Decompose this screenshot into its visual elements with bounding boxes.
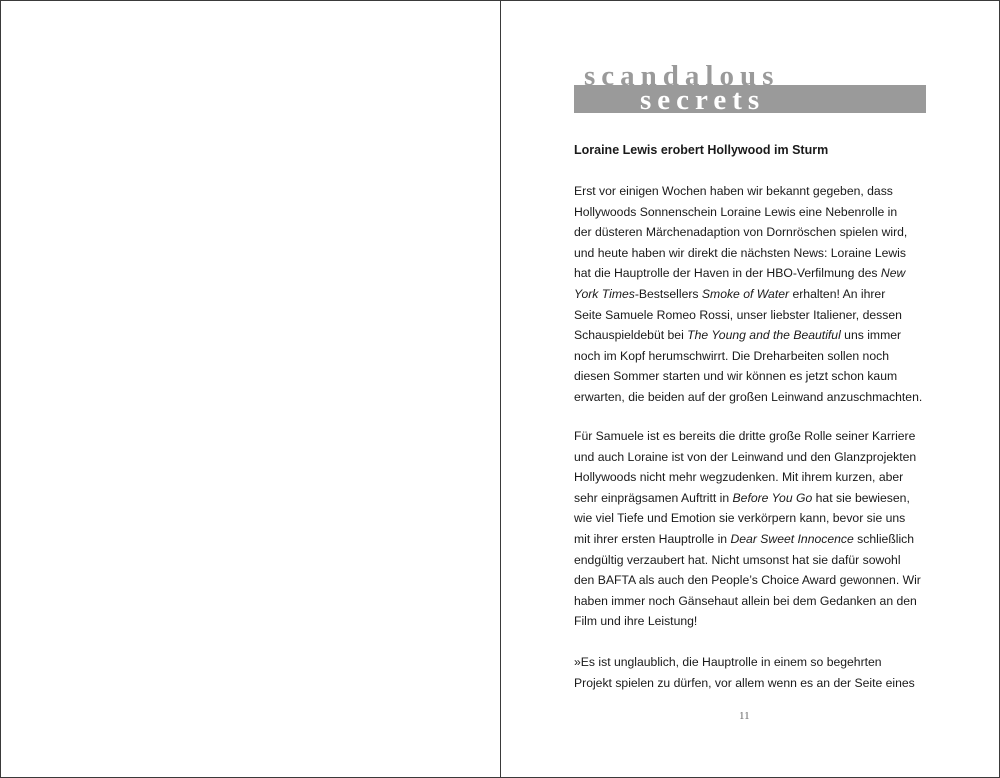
text-line: »Es ist unglaublich, die Hauptrolle in einem so begehrten <box>574 655 882 669</box>
italic-title: The Young and the Beautiful <box>687 328 841 343</box>
text-line <box>574 263 934 284</box>
page-number: 11 <box>739 710 750 722</box>
text-segment: sehr einprägsamen Auftritt in <box>574 490 733 505</box>
italic-title: Smoke of Water <box>701 286 790 301</box>
logo-word-scandalous: scandalous <box>584 60 780 92</box>
text-line: der düsteren Märchenadaption von Dornröschen spielen wird, <box>574 225 908 240</box>
text-line: endgültig verzaubert hat. Nicht umsonst hat sie dafür sowohl <box>574 552 901 567</box>
text-line: Erst vor einigen Wochen haben wir bekannt gegeben, dass <box>574 184 893 198</box>
text-segment: -Bestsellers <box>634 286 702 301</box>
text-line <box>574 284 934 305</box>
paragraph-3 <box>574 652 934 693</box>
text-line: Für Samuele ist es bereits die dritte große Rolle seiner Karriere <box>574 429 916 443</box>
text-line: Hollywoods Sonnenschein Loraine Lewis eine Nebenrolle in <box>574 204 898 219</box>
italic-title: Dear Sweet Innocence <box>730 531 854 546</box>
logo-word-secrets: secrets <box>640 84 766 116</box>
text-line: diesen Sommer starten und wir können es jetzt schon kaum <box>574 369 898 384</box>
text-line: Projekt spielen zu dürfen, vor allem wenn es an der Seite eines <box>574 675 915 690</box>
text-line: haben immer noch Gänsehaut allein bei dem Gedanken an den <box>574 593 917 608</box>
text-segment: uns immer <box>840 328 902 343</box>
text-line: wie viel Tiefe und Emotion sie verkörpern kann, bevor sie uns <box>574 511 906 526</box>
text-line: und heute haben wir direkt die nächsten News: Loraine Lewis <box>574 245 906 260</box>
right-page <box>501 1 998 777</box>
article-headline: Loraine Lewis erobert Hollywood im Sturm <box>574 143 829 157</box>
text-segment: erhalten! An ihrer <box>789 286 886 301</box>
text-segment: schließlich <box>853 531 915 546</box>
text-line: Hollywoods nicht mehr wegzudenken. Mit ihrem kurzen, aber <box>574 470 904 485</box>
text-line: Seite Samuele Romeo Rossi, unser liebster Italiener, dessen <box>574 307 902 322</box>
italic-title: New <box>880 266 906 281</box>
italic-title: Before You Go <box>732 490 813 505</box>
text-line: Film und ihre Leistung! <box>574 614 698 629</box>
text-line: und auch Loraine ist von der Leinwand und den Glanzprojekten <box>574 449 917 464</box>
paragraph-1 <box>574 181 934 408</box>
text-line: den BAFTA als auch den People’s Choice Award gewonnen. Wir <box>574 573 921 588</box>
text-line: erwarten, die beiden auf der großen Leinwand anzuschmachten. <box>574 389 923 404</box>
left-page-blank <box>1 1 500 777</box>
paragraph-2 <box>574 426 934 632</box>
scandalous-secrets-logo <box>574 59 926 115</box>
text-segment: hat die Hauptrolle der Haven in der HBO-Verfilmung des <box>574 266 881 281</box>
italic-title: York Times <box>574 286 635 301</box>
text-segment: hat sie bewiesen, <box>812 490 910 505</box>
text-line: noch im Kopf herumschwirrt. Die Dreharbeiten sollen noch <box>574 348 889 363</box>
text-segment: Schauspieldebüt bei <box>574 328 688 343</box>
text-line <box>574 529 934 550</box>
text-line <box>574 325 934 346</box>
text-segment: mit ihrer ersten Hauptrolle in <box>574 531 731 546</box>
text-line <box>574 488 934 509</box>
